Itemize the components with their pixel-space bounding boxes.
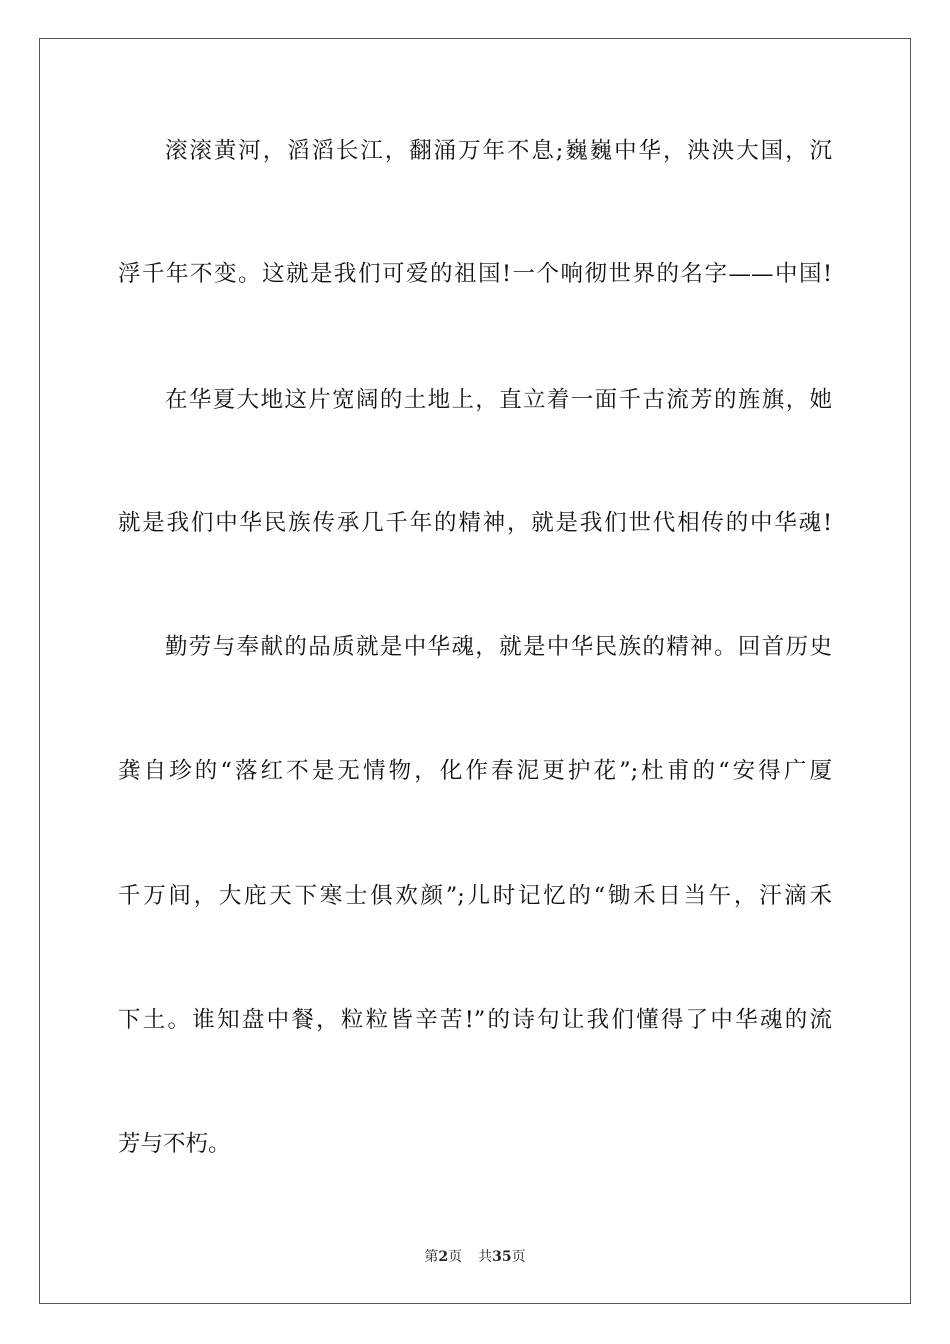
page-footer — [0, 1248, 950, 1266]
paragraph-2-line-1: 在华夏大地这片宽阔的土地上，直立着一面千古流芳的旌旗，她 — [165, 387, 832, 413]
page-border — [39, 38, 911, 1304]
page-suffix: 页 — [448, 1249, 463, 1265]
page-prefix: 第 — [424, 1249, 439, 1265]
total-prefix: 共 — [478, 1249, 493, 1265]
paragraph-3-line-2: 龚自珍的“落红不是无情物，化作春泥更护花”;杜甫的“安得广厦 — [118, 758, 832, 784]
paragraph-1-line-2: 浮千年不变。这就是我们可爱的祖国!一个响彻世界的名字——中国! — [118, 261, 832, 287]
paragraph-2-line-2: 就是我们中华民族传承几千年的精神，就是我们世代相传的中华魂! — [118, 510, 832, 536]
paragraph-3-line-1: 勤劳与奉献的品质就是中华魂，就是中华民族的精神。回首历史 — [165, 634, 832, 660]
total-suffix: 页 — [511, 1249, 526, 1265]
paragraph-3-line-3: 千万间，大庇天下寒士俱欢颜”;儿时记忆的“锄禾日当午，汗滴禾 — [118, 883, 832, 909]
total-pages: 35 — [492, 1249, 512, 1265]
paragraph-3-line-5: 芳与不朽。 — [118, 1131, 231, 1157]
paragraph-1-line-1: 滚滚黄河，滔滔长江，翻涌万年不息;巍巍中华，泱泱大国，沉 — [165, 138, 832, 164]
paragraph-3-line-4: 下土。谁知盘中餐，粒粒皆辛苦!”的诗句让我们懂得了中华魂的流 — [118, 1007, 832, 1033]
page-number: 2 — [438, 1249, 449, 1265]
